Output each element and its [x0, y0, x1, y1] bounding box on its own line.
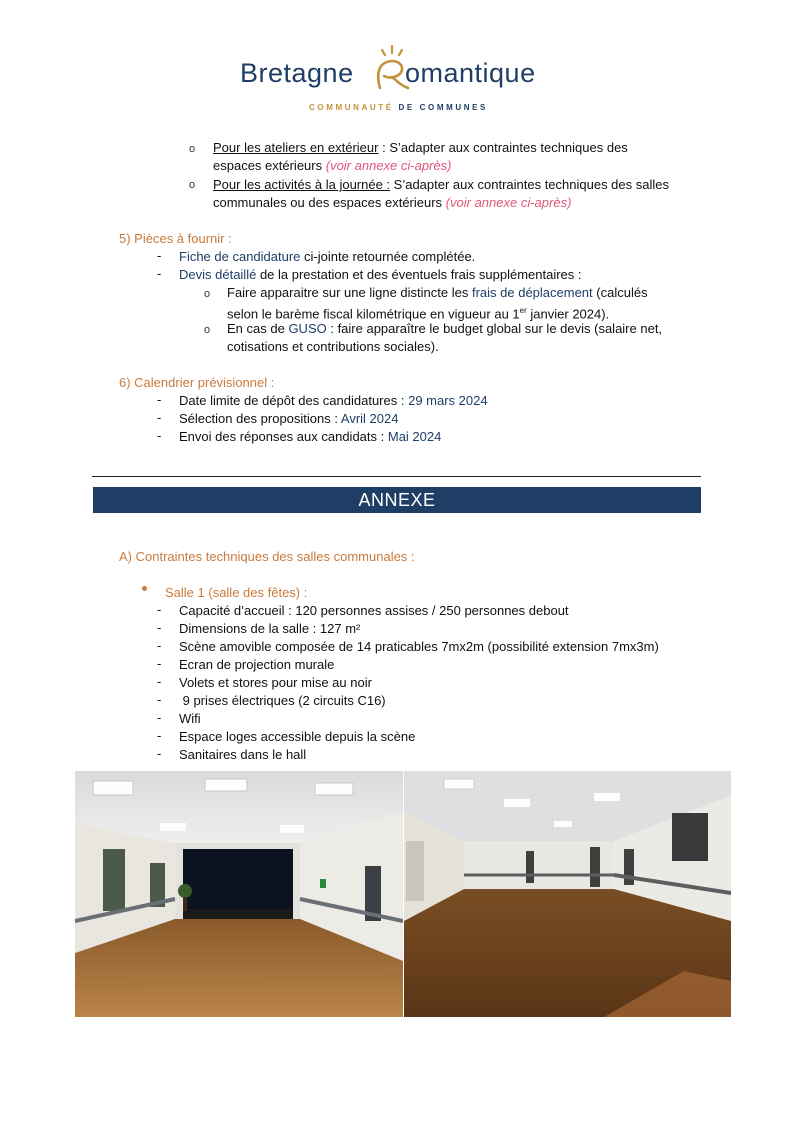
bareme-text: selon le barème fiscal kilométrique en vigueur au 1 [227, 306, 520, 322]
dash-bullet: - [157, 410, 162, 425]
activites-annex-note: (voir annexe ci-après) [445, 195, 572, 210]
circle-bullet-icon: o [204, 324, 211, 336]
ateliers-text-2: espaces extérieurs [213, 158, 326, 173]
activites-text-2: communales ou des espaces extérieurs [213, 195, 446, 210]
dash-bullet: - [157, 638, 162, 653]
logo-word-bretagne: Bretagne [240, 58, 354, 88]
deplacement-highlight: frais de déplacement [471, 285, 593, 300]
dash-bullet: - [157, 674, 162, 689]
salle-photo-hall-view [404, 771, 731, 1017]
guso-text-b: : faire apparaître le budget global sur le devis (salaire net, [326, 321, 663, 336]
fiche-highlight: Fiche de candidature [179, 249, 301, 264]
dash-bullet: - [157, 248, 162, 263]
list-item-ateliers [213, 139, 698, 157]
fiche-rest: ci-jointe retournée complétée. [300, 249, 476, 264]
salle-photo-stage-view [75, 771, 403, 1017]
dash-bullet: - [157, 656, 162, 671]
calendrier-item-reponses [179, 428, 441, 446]
devis-rest: de la prestation et des éventuels frais supplémentaires : [256, 267, 582, 282]
list-item-activites-line2 [213, 194, 571, 212]
horizontal-rule [92, 476, 701, 477]
logo-sun-icon [370, 44, 410, 94]
orange-dot-bullet-icon [142, 586, 147, 591]
list-item-ateliers-line2 [213, 157, 451, 175]
activites-lead: Pour les activités à la journée : [213, 177, 391, 192]
selection-label: Sélection des propositions : [179, 411, 341, 426]
salle1-item: Dimensions de la salle : 127 m² [179, 621, 361, 636]
list-item-activites [213, 176, 698, 194]
devis-sub-deplacement [227, 284, 699, 302]
dash-bullet: - [157, 266, 162, 281]
dash-bullet: - [157, 728, 162, 743]
salle1-title: Salle 1 (salle des fêtes) : [165, 585, 308, 600]
salle1-item: Capacité d’accueil : 120 personnes assises / 250 personnes debout [179, 603, 569, 618]
selection-date: Avril 2024 [340, 411, 399, 426]
deplacement-text-b: (calculés [592, 285, 648, 300]
section5-title: 5) Pièces à fournir : [119, 231, 232, 246]
activites-text: S’adapter aux contraintes techniques des salles [390, 177, 669, 192]
hall-floor-image [404, 771, 731, 1017]
ateliers-annex-note: (voir annexe ci-après) [325, 158, 452, 173]
devis-sub-guso-line2: cotisations et contributions sociales). [227, 339, 439, 354]
pieces-item-fiche [179, 248, 475, 266]
salle1-item: Scène amovible composée de 14 praticables 7mx2m (possibilité extension 7mx3m) [179, 639, 659, 654]
depot-date: 29 mars 2024 [408, 393, 488, 408]
logo-subtitle-communes: DE COMMUNES [398, 103, 488, 112]
annex-title-bar: ANNEXE [93, 487, 701, 513]
dash-bullet: - [157, 692, 162, 707]
circle-bullet-icon: o [189, 179, 196, 191]
dash-bullet: - [157, 602, 162, 617]
guso-text-a: En cas de [227, 321, 289, 336]
logo-word-romantique: omantique [405, 58, 536, 88]
devis-sub-guso [227, 320, 699, 338]
dash-bullet: - [157, 620, 162, 635]
salle1-item: Espace loges accessible depuis la scène [179, 729, 416, 744]
bareme-text-b: janvier 2024). [526, 306, 610, 322]
logo-subtitle [309, 103, 488, 112]
salle1-item: Sanitaires dans le hall [179, 747, 307, 762]
reponses-date: Mai 2024 [387, 429, 442, 444]
hall-stage-image [75, 771, 403, 1017]
dash-bullet: - [157, 392, 162, 407]
salle1-item: 9 prises électriques (2 circuits C16) [179, 693, 386, 708]
pieces-item-devis [179, 266, 582, 284]
calendrier-item-selection [179, 410, 398, 428]
devis-highlight: Devis détaillé [179, 267, 257, 282]
circle-bullet-icon: o [204, 288, 211, 300]
dash-bullet: - [157, 746, 162, 761]
ateliers-lead: Pour les ateliers en extérieur [213, 140, 379, 155]
calendrier-item-depot [179, 392, 488, 410]
guso-highlight: GUSO [288, 321, 327, 336]
salle1-item: Volets et stores pour mise au noir [179, 675, 372, 690]
reponses-label: Envoi des réponses aux candidats : [179, 429, 388, 444]
ateliers-text: : S’adapter aux contraintes techniques des [378, 140, 628, 155]
salle1-item: Ecran de projection murale [179, 657, 335, 672]
section6-title: 6) Calendrier prévisionnel : [119, 375, 275, 390]
circle-bullet-icon: o [189, 143, 196, 155]
deplacement-text-a: Faire apparaitre sur une ligne distincte les [227, 285, 472, 300]
salle1-item: Wifi [179, 711, 201, 726]
bareme-sup: er [519, 306, 527, 315]
depot-label: Date limite de dépôt des candidatures : [179, 393, 409, 408]
dash-bullet: - [157, 710, 162, 725]
logo-subtitle-communaute: COMMUNAUTÉ [309, 103, 394, 112]
annex-section-a-title: A) Contraintes techniques des salles communales : [119, 549, 415, 564]
dash-bullet: - [157, 428, 162, 443]
